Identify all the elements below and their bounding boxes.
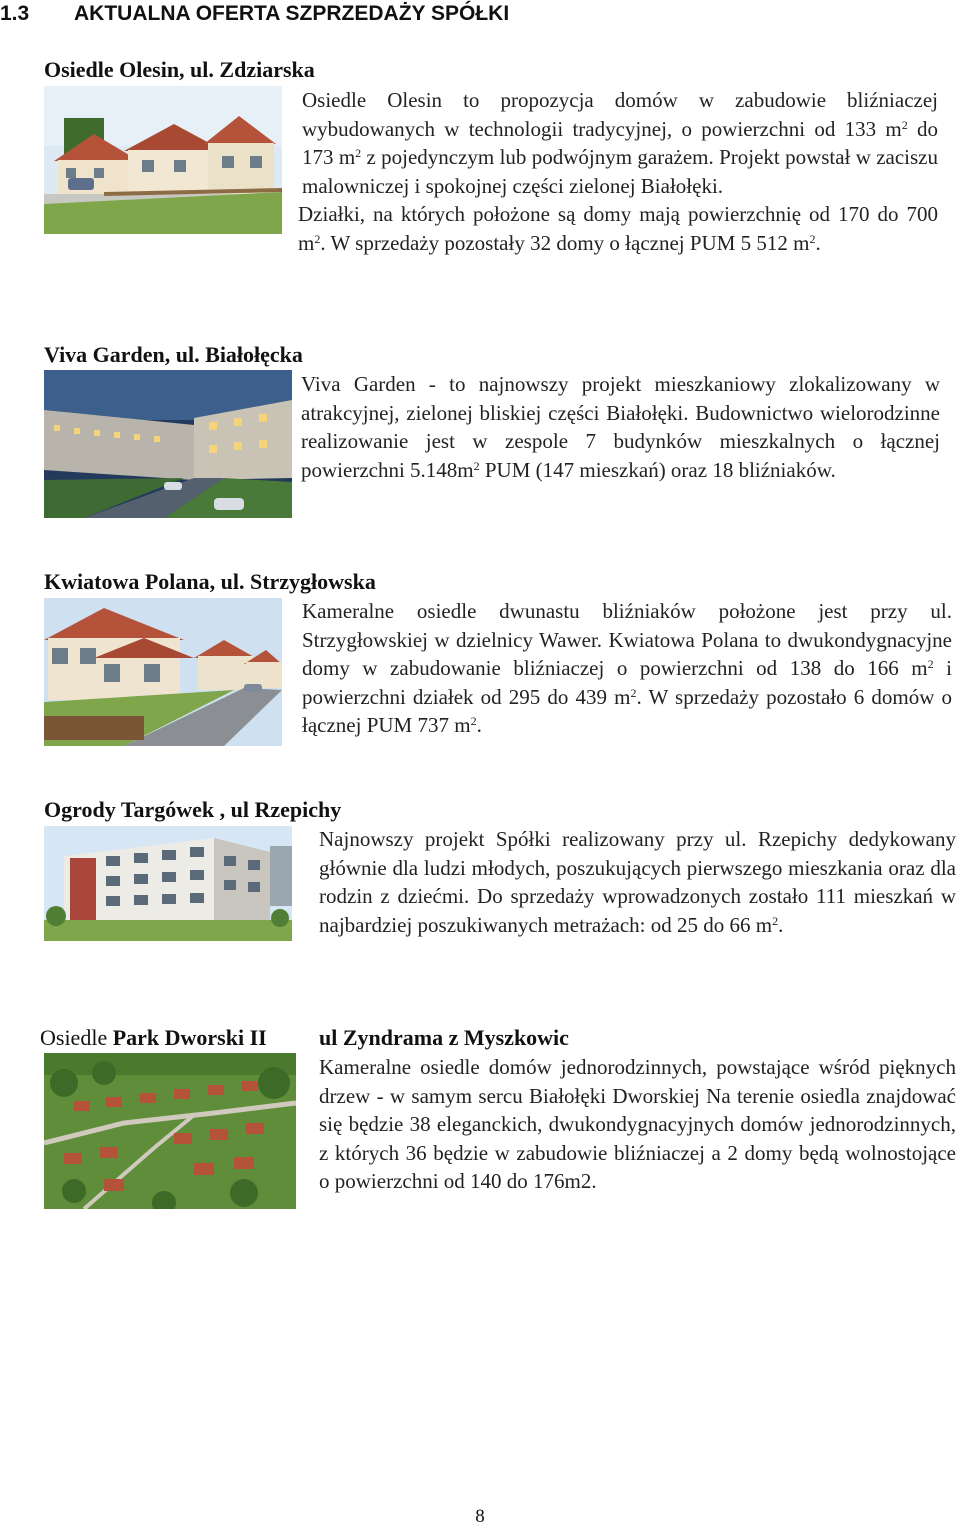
aerial-housing-estate-photo	[44, 1053, 296, 1209]
apartment-block-photo	[44, 826, 292, 941]
page-number: 8	[475, 1506, 485, 1527]
listing-heading: Osiedle Olesin, ul. Zdziarska	[44, 57, 315, 82]
description-paragraph: Viva Garden - to najnowszy projekt mieszkaniowy zlokalizowany w atrakcyjnej, zielonej bliskiej części Białołęki. Budownictwo wielorodzinne realizowanie jest w zespole 7 budynków mieszkalnych o łącznej powierzchni $5.148m^2$ PUM (147 mieszkań) oraz 18 bliźniaków.	[301, 372, 940, 482]
listing-heading: Ogrody Targówek , ul Rzepichy	[44, 797, 342, 822]
listing-description	[302, 597, 952, 740]
apartment-street-evening-photo	[44, 370, 292, 518]
description-paragraph: Osiedle Olesin to propozycja domów w zabudowie bliźniaczej wybudowanych w technologii tradycyjnej, o powierzchni od 133 $m^2$ do 173 $m^2$ z pojedynczym lub podwójnym garażem. Projekt powstał w zaciszu malowniczej i spokojnej części zielonej Białołęki.	[302, 88, 939, 198]
listing-description	[301, 370, 940, 484]
description-paragraph: Najnowszy projekt Spółki realizowany przy ul. Rzepichy dedykowany głównie dla ludzi młodych, poszukujących pierwszego mieszkania oraz dla rodzin z dziećmi. Do sprzedaży wprowadzonych zostało 111 mieszkań w najbardziej poszukiwanych metrażach: od 25 do 66 $m^2$.	[319, 827, 956, 937]
section-title	[0, 2, 509, 26]
section-title-text: AKTUALNA OFERTA SZPRZEDAŻY SPÓŁKI	[74, 2, 510, 25]
semi-detached-houses-photo	[44, 86, 282, 234]
semi-detached-houses-road-photo	[44, 598, 282, 746]
listing-description	[319, 825, 956, 939]
description-paragraph: Kameralne osiedle dwunastu bliźniaków położone jest przy ul. Strzygłowskiej w dzielnicy Wawer. Kwiatowa Polana to dwukondygnacyjne domy w zabudowanie bliźniaczej o powierzchni od 138 do 166 $m^2$ i powierzchni działek od 295 do 439 $m^2$. W sprzedaży pozostało 6 domów o łącznej PUM 737 $m^2$.	[302, 599, 952, 738]
listing-heading: Viva Garden, ul. Białołęcka	[44, 342, 303, 367]
description-paragraph: Działki, na których położone są domy mają powierzchnię od 170 do 700 $m^2$. W sprzedaży pozostały 32 domy o łącznej PUM 5 512 $m^2$.	[298, 202, 938, 255]
section-number: 1.3	[0, 2, 30, 25]
listing-description	[319, 1053, 956, 1196]
description-paragraph: Kameralne osiedle domów jednorodzinnych, powstające wśród pięknych drzew - w samym sercu Białołęki Dworskiej Na terenie osiedla znajdować się będzie 38 eleganckich, dwukondygnacyjnych domów jednorodzinnych, z których 36 będzie w zabudowie bliźniaczej a 2 domy będą wolnostojące o powierzchni od 140 do 176m2.	[319, 1055, 956, 1194]
listing-heading: Osiedle Park Dworski II	[40, 1025, 267, 1050]
listing-subheading: ul Zyndrama z Myszkowic	[319, 1025, 569, 1050]
listing-description	[298, 86, 939, 258]
listing-heading: Kwiatowa Polana, ul. Strzygłowska	[44, 569, 376, 594]
